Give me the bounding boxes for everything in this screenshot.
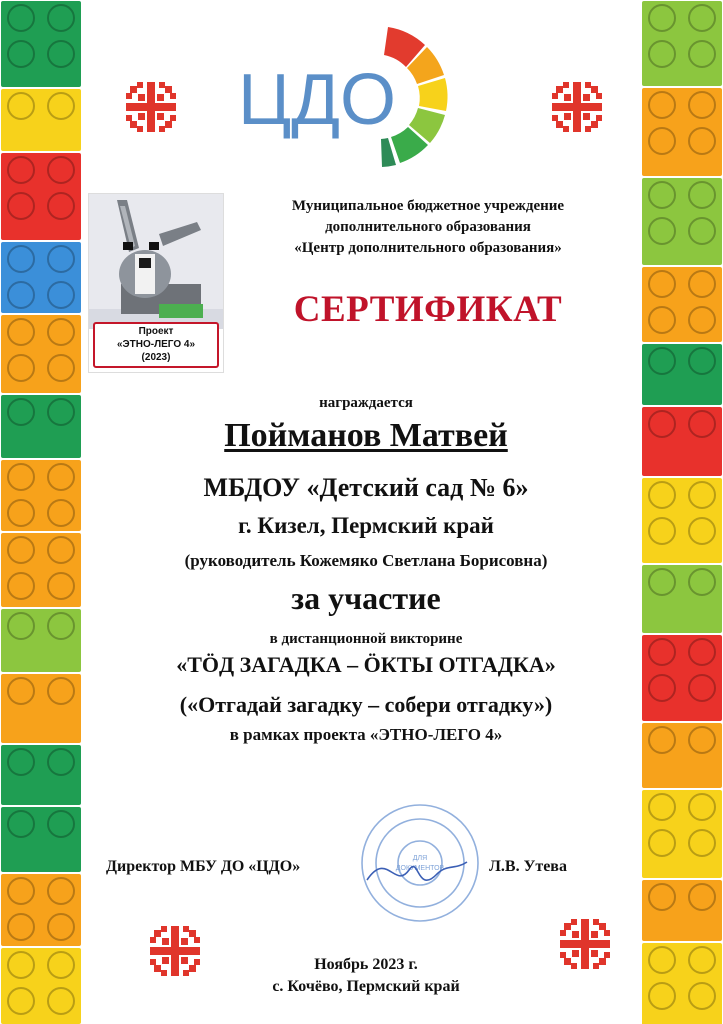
stamp-center-text: ДЛЯ — [412, 855, 428, 862]
caption-line-3: (2023) — [141, 352, 171, 363]
lego-brick — [642, 478, 722, 563]
lego-brick — [642, 178, 722, 265]
official-stamp — [347, 800, 493, 926]
supervisor: (руководитель Кожемяко Светлана Борисовна) — [184, 551, 548, 570]
lego-brick — [1, 533, 81, 607]
komi-ornament-top-left — [122, 78, 180, 136]
lego-brick — [1, 1, 81, 87]
caption-line-2: «ЭТНО-ЛЕГО 4» — [116, 339, 196, 350]
cdo-logo — [238, 24, 453, 169]
director-role: Директор МБУ ДО «ЦДО» — [106, 858, 301, 875]
lego-brick — [1, 745, 81, 805]
lego-brick — [1, 874, 81, 946]
project-photo — [89, 194, 223, 372]
lego-brick — [1, 315, 81, 393]
lego-brick — [642, 723, 722, 788]
svg-text:ДОКУМЕНТОВ: ДОКУМЕНТОВ — [395, 865, 445, 872]
lego-brick — [1, 89, 81, 151]
certificate-title: СЕРТИФИКАТ — [293, 289, 563, 330]
lego-brick — [642, 88, 722, 176]
logo-text: ЦДО — [238, 60, 397, 140]
lego-brick — [642, 344, 722, 405]
lego-brick — [642, 790, 722, 878]
director-name: Л.В. Утева — [489, 858, 567, 875]
event-name: «ТӦД ЗАГАДКА – ӦКТЫ ОТГАДКА» — [176, 652, 556, 677]
lego-border-left — [0, 0, 82, 1024]
lego-brick — [642, 880, 722, 941]
lego-brick — [642, 1, 722, 86]
recipient-name: Пойманов Матвей — [224, 417, 508, 454]
lego-brick — [642, 267, 722, 342]
lego-brick — [1, 395, 81, 458]
event-intro: в дистанционной викторине — [269, 631, 463, 647]
footer-place: с. Кочёво, Пермский край — [272, 978, 460, 995]
footer-date: Ноябрь 2023 г. — [314, 956, 418, 973]
event-translation: («Отгадай загадку – собери отгадку») — [179, 692, 553, 717]
lego-brick — [642, 565, 722, 633]
lego-brick — [1, 609, 81, 672]
lego-brick — [1, 807, 81, 872]
org-line-1: Муниципальное бюджетное учреждение — [291, 198, 565, 214]
project-text: в рамках проекта «ЭТНО-ЛЕГО 4» — [229, 725, 503, 744]
lego-brick — [1, 242, 81, 313]
photo-caption — [93, 322, 219, 368]
institution: МБДОУ «Детский сад № 6» — [203, 473, 529, 502]
lego-brick — [1, 948, 81, 1024]
city: г. Кизел, Пермский край — [238, 513, 494, 538]
caption-line-1: Проект — [138, 326, 174, 337]
lego-brick — [1, 674, 81, 743]
lego-brick — [1, 460, 81, 531]
org-line-3: «Центр дополнительного образования» — [294, 240, 562, 256]
lego-brick — [642, 635, 722, 721]
lego-brick — [1, 153, 81, 240]
komi-ornament-top-right — [548, 78, 606, 136]
lego-brick — [642, 943, 722, 1024]
lego-border-right — [641, 0, 723, 1024]
lego-brick — [642, 407, 722, 476]
participation: за участие — [291, 580, 441, 616]
org-line-2: дополнительного образования — [325, 219, 531, 235]
awarded-text: награждается — [319, 395, 413, 411]
